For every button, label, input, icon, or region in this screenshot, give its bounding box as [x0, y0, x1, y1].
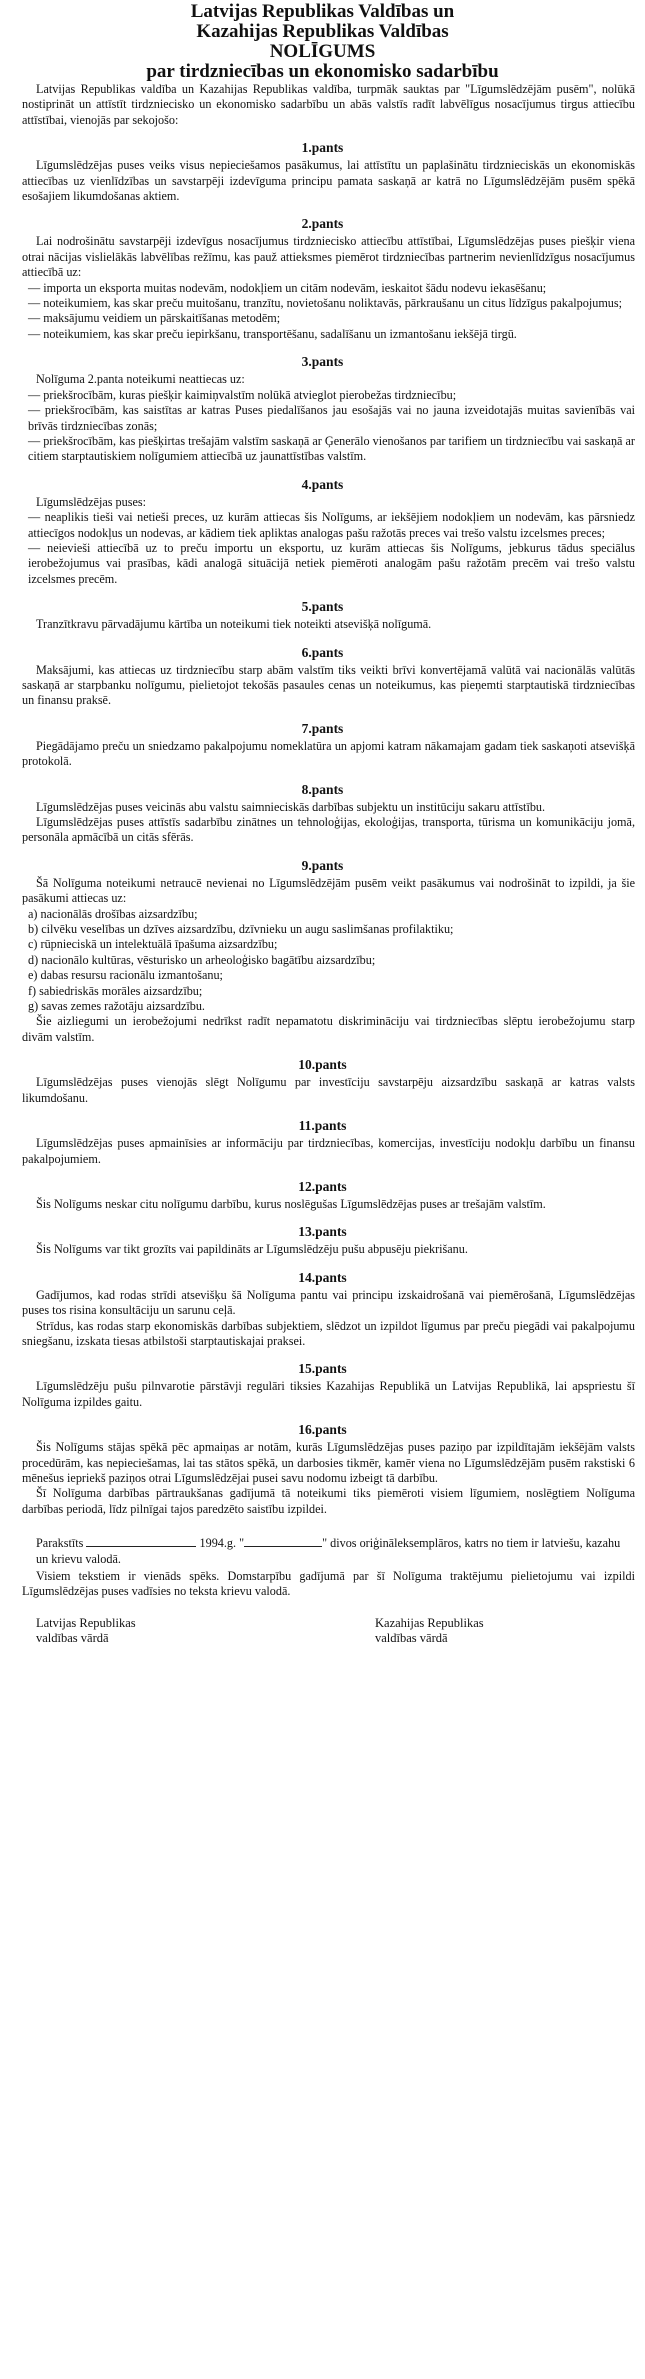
article-paragraph: — noteikumiem, kas skar preču iepirkšanu, transportēšanu, sadalīšanu un izmantošanu iekšējā tirgū. [28, 326, 517, 341]
article-paragraph: — neievieši attiecībā uz to preču importu un eksportu, uz kurām attiecas šis Nolīgums, jebkurus tādus speciālus ierobežojumus vai prasības, kādi analogā situācijā netiek piemēroti analogām pašu ražotām precēm vai trešo valstu izcelsmes precēm. [28, 540, 635, 586]
article-heading: 14.pants [298, 1269, 347, 1285]
article-heading: 12.pants [298, 1178, 347, 1194]
article-paragraph: Nolīguma 2.panta noteikumi neattiecas uz: [36, 372, 245, 387]
article-heading: 13.pants [298, 1224, 347, 1240]
article-paragraph: — priekšrocībām, kuras piešķir kaimiņvalstīm nolūkā atvieglot pierobežas tirdzniecību; [28, 387, 457, 402]
article-paragraph: — maksājumu veidiem un pārskaitīšanas metodēm; [28, 311, 281, 326]
title-line-2: Kazahijas Republikas Valdības [196, 21, 449, 42]
signing-suffix: " divos oriģināleksemplāros, katrs no tiem ir latviešu, kazahu un krievu valodā. [36, 1536, 621, 1566]
title-line-3: NOLĪGUMS [269, 41, 376, 62]
article-heading: 6.pants [301, 644, 344, 660]
signature-kazakhstan [375, 1616, 575, 1646]
equal-force-statement: Visiem tekstiem ir vienāds spēks. Domstarpību gadījumā par šī Nolīguma traktējumu pielietojumu vai izpildi Līgumslēdzējas puses vadīsies no teksta krievu valodā. [22, 1569, 635, 1599]
signature-latvia-line1: Latvijas Republikas [36, 1615, 136, 1630]
article-paragraph: Gadījumos, kad rodas strīdi atsevišķu šā Nolīguma pantu vai principu izskaidrošanā vai piemērošanā, Līgumslēdzējas puses tos risina konsultāciju un sarunu ceļā. [22, 1287, 635, 1318]
article-paragraph: b) cilvēku veselības un dzīves aizsardzību, dzīvnieku un augu saslimšanas profilaktiku; [28, 922, 454, 937]
article-heading: 16.pants [298, 1422, 347, 1438]
article-heading: 1.pants [301, 140, 344, 156]
article-paragraph: — importa un eksporta muitas nodevām, nodokļiem un citām nodevām, ieskaitot šādu nodevu iekasēšanu; [28, 280, 547, 295]
intro-paragraph: Latvijas Republikas valdība un Kazahijas Republikas valdība, turpmāk sauktas par "Līgumslēdzējām pusēm", nolūkā nostiprināt un attīstīt tirdzniecisko un ekonomisko sadarbību un abās valstīs radīt labvēlīgus nosacījumus tirgus attiecību attīstībai, vienojās par sekojošo: [22, 82, 635, 127]
signing-date-blank [244, 1535, 322, 1547]
article-paragraph: Šā Nolīguma noteikumi netraucē nevienai no Līgumslēdzējām pusēm veikt pasākumus vai nodrošināt to izpildi, ja šie pasākumi attiecas uz: [22, 875, 635, 906]
article-paragraph: — neaplikis tieši vai netieši preces, uz kurām attiecas šis Nolīgums, ar iekšējiem nodokļiem un nodevām, kas pārsniedz attiecīgos nodokļus un nodevas, ar kādiem tiek apliktas analogas pašu ražotās preces vai trešo valstu izcelsmes preces; [28, 510, 635, 540]
article-paragraph: Šis Nolīgums var tikt grozīts vai papildināts ar Līgumslēdzēju pušu abpusēju piekrišanu. [36, 1242, 468, 1257]
articles-container [0, 140, 645, 1517]
article-paragraph: Piegādājamo preču un sniedzamo pakalpojumu nomeklatūra un apjomi katram nākamajam gadam tiek saskaņoti atsevišķā protokolā. [22, 738, 635, 769]
article-paragraph: g) savas zemes ražotāju aizsardzību. [28, 999, 205, 1014]
article-paragraph: Līgumslēdzējas puses attīstīs sadarbību zinātnes un tehnoloģijas, ekoloģijas, transporta, tūrisma un komunikāciju jomā, personāla apmācībā un citās sfērās. [22, 815, 635, 845]
signature-blocks [0, 1616, 645, 1646]
article-paragraph: Tranzītkravu pārvadājumu kārtība un noteikumi tiek noteikti atsevišķā nolīgumā. [36, 617, 432, 632]
article-heading: 8.pants [301, 781, 344, 797]
article-heading: 3.pants [301, 354, 344, 370]
article-paragraph: Līgumslēdzējas puses apmainīsies ar informāciju par tirdzniecības, komercijas, investīciju nodokļu darbību un finansu pakalpojumiem. [22, 1136, 635, 1166]
signing-place-blank [86, 1535, 196, 1547]
article-heading: 4.pants [301, 476, 344, 492]
article-heading: 5.pants [301, 599, 344, 615]
article-paragraph: c) rūpnieciskā un intelektuālā īpašuma aizsardzību; [28, 937, 278, 952]
article-paragraph: Līgumslēdzējas puses veicinās abu valstu saimnieciskās darbības subjektu un institūciju sakaru attīstību. [36, 799, 546, 814]
title-line-1: Latvijas Republikas Valdības un [190, 1, 455, 22]
article-paragraph: — priekšrocībām, kas piešķirtas trešajām valstīm saskaņā ar Ģenerālo vienošanos par tarifiem un tirdzniecību vai saskaņā ar citiem starptautiskiem nolīgumiem attiecībā uz jaunattīstības valstīm. [28, 433, 635, 464]
title-line-4: par tirdzniecības un ekonomisko sadarbību [146, 61, 499, 82]
article-paragraph: a) nacionālās drošības aizsardzību; [28, 906, 198, 921]
article-paragraph: Līgumslēdzējas puses vienojās slēgt Nolīgumu par investīciju savstarpēju aizsardzību saskaņā ar katras valsts likumdošanu. [22, 1075, 635, 1105]
article-heading: 7.pants [301, 720, 344, 736]
signing-year: 1994.g. " [199, 1536, 245, 1551]
article-paragraph: Strīdus, kas rodas starp ekonomiskās darbības subjektiem, slēdzot un izpildot līgumus par preču piegādi vai pakalpojumu sniegšanu, izskata tiesas atbilstoši starptautiskajai praksei. [22, 1318, 635, 1348]
article-paragraph: Šis Nolīgums stājas spēkā pēc apmaiņas ar notām, kurās Līgumslēdzējas puses paziņo par izpildītajām iekšējām valsts procedūrām, kas nepieciešamas, lai tas stātos spēkā, un darbosies tikmēr, kamēr viena no Līgumslēdzējām pusēm rakstiski 6 mēnešus iepriekš paziņos otrai Līgumslēdzējai pusei savu nodomu izbeigt tā darbību. [22, 1440, 635, 1485]
article-paragraph: Līgumslēdzēju pušu pilnvarotie pārstāvji regulāri tiksies Kazahijas Republikā un Latvijas Republikā, lai apspriestu šī Nolīguma izpildes gaitu. [22, 1379, 635, 1409]
signing-statement [0, 1535, 645, 1567]
signature-latvia-line2: valdības vārdā [36, 1630, 109, 1645]
article-paragraph: Maksājumi, kas attiecas uz tirdzniecību starp abām valstīm tiks veikti brīvi konvertējamā valūtā vai nacionālās valūtās saskaņā ar starpbanku nolīgumu, pielietojot tekošās pasaules cenas un noteikumus, kas pieņemti starptautiskā tirdzniecības un finansu praksē. [22, 662, 635, 708]
article-paragraph: Šī Nolīguma darbības pārtraukšanas gadījumā tā noteikumi tiks piemēroti visiem līgumiem, noslēgtiem Nolīguma darbības periodā, līdz pilnīgai tajos paredzēto saistību izpildei. [22, 1486, 635, 1516]
article-heading: 10.pants [298, 1057, 347, 1073]
signature-latvia [36, 1616, 236, 1646]
article-paragraph: Līgumslēdzējas puses: [36, 494, 147, 509]
article-paragraph: Šis Nolīgums neskar citu nolīgumu darbību, kurus noslēgušas Līgumslēdzējas puses ar trešajām valstīm. [36, 1196, 546, 1211]
article-paragraph: e) dabas resursu racionālu izmantošanu; [28, 968, 223, 983]
article-paragraph: Šie aizliegumi un ierobežojumi nedrīkst radīt nepamatotu diskrimināciju vai tirdzniecības slēptu ierobežojumu starp divām valstīm. [22, 1014, 635, 1044]
article-heading: 2.pants [301, 216, 344, 232]
signing-prefix: Parakstīts [36, 1536, 84, 1551]
signature-kazakhstan-line1: Kazahijas Republikas [375, 1615, 484, 1630]
article-heading: 15.pants [298, 1361, 347, 1377]
article-paragraph: Līgumslēdzējas puses veiks visus nepieciešamos pasākumus, lai attīstītu un paplašinātu tirdznieciskās un ekonomiskās attiecības uz vienlīdzības un savstarpēji izdevīguma principu pamata saskaņā ar katrā no Līgumslēdzējām pusēm spēkā esošajiem likumdošanas aktiem. [22, 158, 635, 204]
article-heading: 11.pants [298, 1118, 347, 1134]
signature-kazakhstan-line2: valdības vārdā [375, 1630, 448, 1645]
article-paragraph: d) nacionālo kultūras, vēsturisko un arheoloģisko bagātību aizsardzību; [28, 952, 376, 967]
article-paragraph: f) sabiedriskās morāles aizsardzību; [28, 983, 203, 998]
article-paragraph: — priekšrocībām, kas saistītas ar katras Puses piedalīšanos jau esošajās vai no jauna izveidotajās muitas savienībās vai brīvās tirdzniecības zonās; [28, 403, 635, 433]
article-paragraph: Lai nodrošinātu savstarpēji izdevīgus nosacījumus tirdzniecisko attiecību attīstībai, Līgumslēdzējas puses piešķir viena otrai nācijas vislielākās labvēlības režīmu, kas pauž attieksmes piemērot tirdzniecības partnerim nevienlīdzīgus nosacījumus attiecībā uz: [22, 234, 635, 280]
article-paragraph: — noteikumiem, kas skar preču muitošanu, tranzītu, novietošanu noliktavās, pārkraušanu un citus līdzīgus pakalpojumus; [28, 296, 623, 311]
article-heading: 9.pants [301, 857, 344, 873]
